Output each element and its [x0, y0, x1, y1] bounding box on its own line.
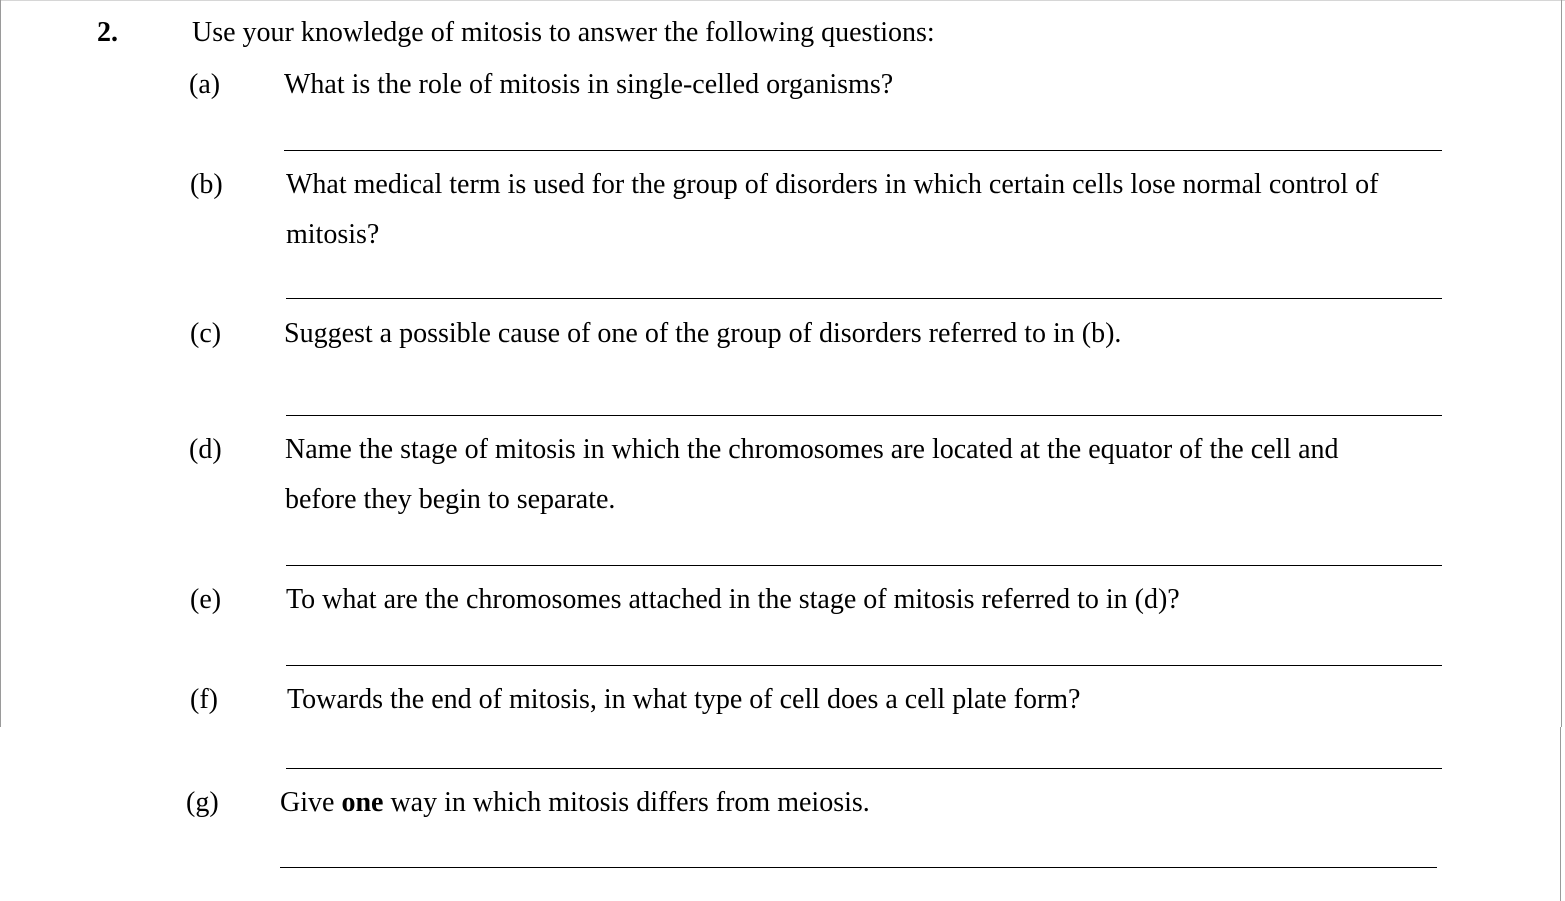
answer-line-d[interactable] — [286, 565, 1442, 566]
part-e-text — [286, 575, 1180, 625]
part-d-line-1: Name the stage of mitosis in which the chromosomes are located at the equator of the cell and — [285, 434, 1339, 465]
part-f-line-1: Towards the end of mitosis, in what type of cell does a cell plate form? — [287, 684, 1081, 715]
part-e-label: (e) — [190, 584, 222, 615]
answer-line-g[interactable] — [280, 867, 1437, 868]
answer-line-b[interactable] — [286, 298, 1442, 299]
part-d-label: (d) — [189, 434, 222, 465]
question-intro: Use your knowledge of mitosis to answer the following questions: — [192, 17, 935, 48]
part-a-text — [284, 60, 893, 110]
page-border-right-lower — [1560, 727, 1561, 901]
part-g-emphasis: one — [341, 787, 384, 818]
part-g-text-before: Give — [280, 787, 342, 818]
part-c-line-1: Suggest a possible cause of one of the group of disorders referred to in (b). — [284, 318, 1122, 349]
part-d-line-2: before they begin to separate. — [285, 484, 616, 515]
page-border-left — [0, 0, 1, 727]
part-e-line-1: To what are the chromosomes attached in the stage of mitosis referred to in (d)? — [286, 584, 1180, 615]
answer-line-c[interactable] — [286, 415, 1442, 416]
part-g-line-1 — [280, 778, 870, 828]
part-c-text — [284, 309, 1121, 359]
part-f-text — [287, 675, 1080, 725]
part-a-label: (a) — [189, 69, 221, 100]
part-g-label: (g) — [186, 787, 219, 818]
answer-line-e[interactable] — [286, 665, 1442, 666]
part-b-label: (b) — [190, 169, 223, 200]
question-number: 2. — [97, 17, 118, 48]
part-g-text — [280, 778, 870, 828]
answer-line-f[interactable] — [286, 768, 1442, 769]
part-d-text — [285, 425, 1339, 525]
part-b-line-2: mitosis? — [286, 219, 380, 250]
page-border-top — [0, 0, 1565, 1]
part-a-line-1: What is the role of mitosis in single-celled organisms? — [284, 69, 894, 100]
part-c-label: (c) — [190, 318, 222, 349]
part-f-label: (f) — [190, 684, 218, 715]
part-b-text — [286, 160, 1378, 260]
part-b-line-1: What medical term is used for the group of disorders in which certain cells lose normal control of — [286, 169, 1379, 200]
answer-line-a[interactable] — [284, 150, 1442, 151]
page-border-right — [1561, 0, 1562, 727]
part-g-text-after: way in which mitosis differs from meiosis. — [383, 787, 870, 818]
